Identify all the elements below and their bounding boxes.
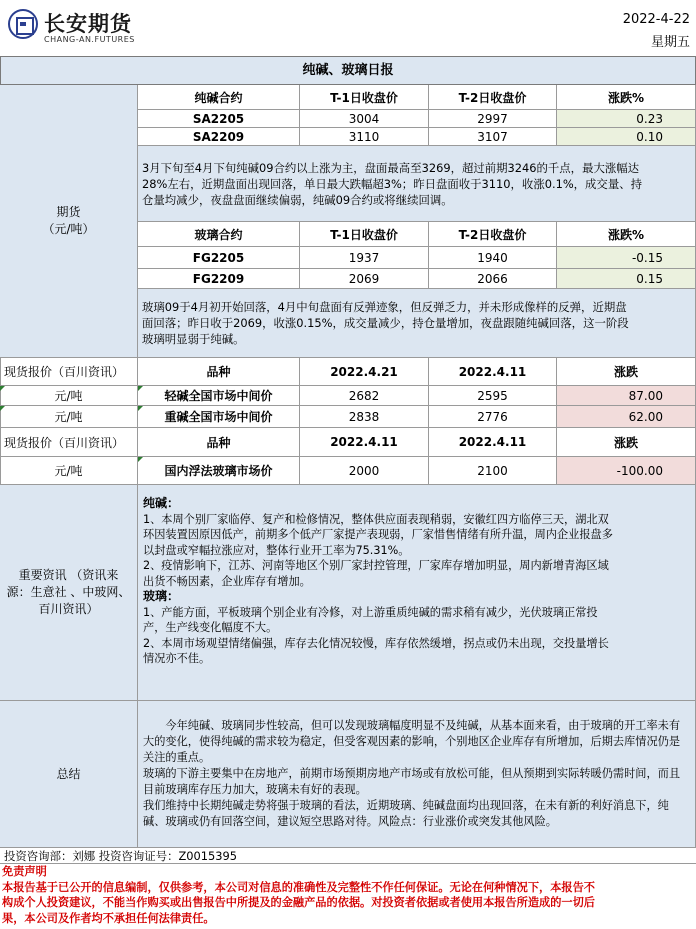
disclaimer-line: 本报告基于已公开的信息编制，仅供参考，本公司对信息的准确性及完整性不作任何保证。无论在何种情况下，本报告不 — [2, 880, 595, 894]
company-name-cn: 长安期货 — [44, 12, 132, 36]
report-weekday: 星期五 — [650, 35, 690, 50]
spot-glass-row-name: 国内浮法玻璃市场价 — [138, 457, 300, 485]
soda-row-t1: 3004 — [300, 110, 429, 128]
news-glass-heading: 玻璃： — [143, 589, 180, 603]
report-date: 2022-4-22 — [622, 12, 690, 27]
glass-row-contract: FG2209 — [138, 269, 300, 289]
glass-header-change: 涨跌% — [557, 222, 696, 247]
spot-soda-row-v2: 2595 — [429, 386, 557, 406]
soda-row-change: 0.23 — [557, 110, 696, 128]
spot-glass-row-change: -100.00 — [557, 457, 696, 485]
glass-row-contract: FG2205 — [138, 247, 300, 269]
spot-glass-row-v2: 2100 — [429, 457, 557, 485]
company-logo-icon — [8, 9, 38, 39]
cell-marker-icon — [138, 457, 143, 462]
soda-row-t1: 3110 — [300, 128, 429, 146]
contact-info: 投资咨询部：刘娜 投资咨询证号：Z0015395 — [0, 848, 696, 864]
news-line: 1、本周个别厂家临停、复产和检修情况，整体供应面表现稍弱，安徽红四方临停三天，湖北双 — [143, 512, 609, 526]
disclaimer-line: 果，本公司及作者均不承担任何法律责任。 — [2, 911, 215, 925]
futures-label: 期货 （元/吨） — [0, 85, 138, 358]
report-title: 纯碱、玻璃日报 — [0, 56, 696, 85]
summary-paragraph: 今年纯碱、玻璃同步性较高，但可以发现玻璃幅度明显不及纯碱，从基本面来看，由于玻璃的开工率未有大的变化，使得纯碱的需求较为稳定，但受客观因素的影响，个别地区企业库存有所增加，后期去库情况仍是关注的重点。 — [143, 719, 681, 764]
glass-header-contract: 玻璃合约 — [138, 222, 300, 247]
glass-row-t2: 1940 — [429, 247, 557, 269]
glass-row-t1: 1937 — [300, 247, 429, 269]
disclaimer-title: 免责声明 — [2, 865, 47, 878]
news-line: 1、产能方面，平板玻璃个别企业有冷修，对上游重质纯碱的需求稍有减少，光伏玻璃正常投 — [143, 605, 598, 619]
soda-futures-comment: 3月下旬至4月下旬纯碱09合约以上涨为主，盘面最高至3269，超过前期3246的千点，最大涨幅达 28%左右，近期盘面出现回落，单日最大跌幅超3%；昨日盘面收于3110，收涨0.1%，成交量、持 仓量均减少，夜盘盘面继续偏弱，纯碱09合约或将继续回调。 — [138, 146, 696, 222]
glass-row-t2: 2066 — [429, 269, 557, 289]
spot-soda-header-name: 品种 — [138, 358, 300, 386]
disclaimer — [0, 864, 696, 929]
news-line: 以封盘或窄幅拉涨应对，整体行业开工率为75.31%。 — [143, 543, 410, 557]
soda-row-contract: SA2209 — [138, 128, 300, 146]
soda-row-t2: 3107 — [429, 128, 557, 146]
cell-marker-icon — [138, 386, 143, 391]
spot-glass-header-change: 涨跌 — [557, 428, 696, 457]
soda-header-contract: 纯碱合约 — [138, 85, 300, 110]
news-line: 产，生产线变化幅度不大。 — [143, 621, 278, 634]
soda-row-t2: 2997 — [429, 110, 557, 128]
spot-soda-row-name: 轻碱全国市场中间价 — [138, 386, 300, 406]
spot-soda-header-date1: 2022.4.21 — [300, 358, 429, 386]
news-soda-heading: 纯碱： — [143, 496, 180, 510]
summary-paragraph: 我们维持中长期纯碱走势将强于玻璃的看法，近期玻璃、纯碱盘面均出现回落，在未有新的利好消息下，纯碱、玻璃或仍有回落空间，建议短空思路对待。风险点：行业涨价或突发其他风险。 — [143, 799, 669, 828]
soda-header-change: 涨跌% — [557, 85, 696, 110]
news-label: 重要资讯 （资讯来 源：生意社 、中玻网、 百川资讯） — [0, 485, 138, 701]
news-line: 环因装置因原因低产，前期多个低产厂家提产表现弱，厂家惜售情绪有所升温，周内企业报盘多 — [143, 528, 613, 541]
glass-row-change: 0.15 — [557, 269, 696, 289]
news-line: 情况亦不佳。 — [143, 652, 211, 665]
spot-soda-unit: 元/吨 — [0, 386, 138, 406]
news-line: 出货不畅因素，企业库存有增加。 — [143, 574, 311, 588]
spot-soda-row-v2: 2776 — [429, 406, 557, 428]
glass-header-t2: T-2日收盘价 — [429, 222, 557, 247]
spot-soda-label: 现货报价（百川资讯） — [0, 358, 138, 386]
spot-soda-row-name: 重碱全国市场中间价 — [138, 406, 300, 428]
soda-row-contract: SA2205 — [138, 110, 300, 128]
spot-soda-row-change: 62.00 — [557, 406, 696, 428]
summary-content — [138, 701, 696, 848]
spot-soda-row-change: 87.00 — [557, 386, 696, 406]
news-line: 2、本周市场观望情绪偏强，库存去化情况较慢，库存依然缓增，拐点或仍未出现，交投量增长 — [143, 636, 609, 650]
spot-glass-row-v1: 2000 — [300, 457, 429, 485]
summary-paragraph: 玻璃的下游主要集中在房地产，前期市场预期房地产市场或有放松可能，但从预期到实际转暖仍需时间，而且目前玻璃库存压力加大，玻璃未有好的表现。 — [143, 767, 681, 796]
spot-soda-row-v1: 2682 — [300, 386, 429, 406]
report-header — [0, 0, 696, 56]
glass-row-t1: 2069 — [300, 269, 429, 289]
spot-glass-unit: 元/吨 — [0, 457, 138, 485]
spot-glass-header-name: 品种 — [138, 428, 300, 457]
glass-header-t1: T-1日收盘价 — [300, 222, 429, 247]
cell-marker-icon — [0, 386, 5, 391]
cell-marker-icon — [138, 406, 143, 411]
summary-label: 总结 — [0, 701, 138, 848]
spot-soda-header-date2: 2022.4.11 — [429, 358, 557, 386]
soda-row-change: 0.10 — [557, 128, 696, 146]
glass-row-change: -0.15 — [557, 247, 696, 269]
spot-glass-header-date2: 2022.4.11 — [429, 428, 557, 457]
spot-soda-row-v1: 2838 — [300, 406, 429, 428]
soda-header-t2: T-2日收盘价 — [429, 85, 557, 110]
news-line: 2、疫情影响下，江苏、河南等地区个别厂家封控管理，厂家库存增加明显，周内新增青海区域 — [143, 559, 609, 572]
soda-header-t1: T-1日收盘价 — [300, 85, 429, 110]
spot-soda-unit: 元/吨 — [0, 406, 138, 428]
spot-glass-header-date1: 2022.4.11 — [300, 428, 429, 457]
disclaimer-line: 构成个人投资建议，不能当作购买或出售报告中所提及的金融产品的依据。对投资者依据或者使用本报告所造成的一切后 — [2, 896, 595, 909]
spot-glass-label: 现货报价（百川资讯） — [0, 428, 138, 457]
spot-soda-header-change: 涨跌 — [557, 358, 696, 386]
company-name-en: CHANG-AN.FUTURES — [44, 35, 135, 44]
cell-marker-icon — [0, 406, 5, 411]
news-content — [138, 485, 696, 701]
glass-futures-comment: 玻璃09于4月初开始回落，4月中旬盘面有反弹迹象，但反弹乏力，并未形成像样的反弹，近期盘 面回落；昨日收于2069，收涨0.15%，成交量减少，持仓量增加，夜盘跟随纯碱回落，这一阶段 玻璃明显弱于纯碱。 — [138, 289, 696, 358]
